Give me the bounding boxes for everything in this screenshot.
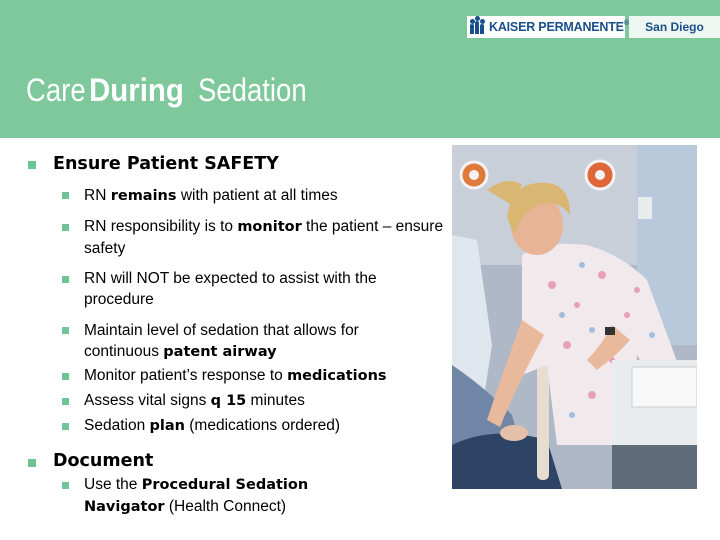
emphasis-text: patent airway xyxy=(163,344,277,360)
body-text: minutes xyxy=(246,392,305,409)
list-item xyxy=(84,474,384,518)
bullet-square-icon xyxy=(62,327,69,334)
body-text: Sedation xyxy=(84,417,150,434)
bullet-square-icon xyxy=(28,459,36,467)
body-text: RN xyxy=(84,187,111,204)
list-item xyxy=(84,216,446,259)
list-item xyxy=(84,390,444,412)
kaiser-permanente-logo xyxy=(467,16,629,38)
slide-title xyxy=(26,72,325,109)
section-heading-document: Document xyxy=(53,451,154,471)
list-item xyxy=(84,268,434,310)
bullet-square-icon xyxy=(62,423,69,430)
people-logo-icon xyxy=(470,21,485,34)
emphasis-text: remains xyxy=(110,188,177,204)
list-item xyxy=(84,365,449,387)
location-badge xyxy=(629,16,720,38)
body-text: with patient at all times xyxy=(176,187,338,204)
bullet-square-icon xyxy=(62,373,69,380)
emphasis-text: q 15 xyxy=(210,393,247,409)
bullet-square-icon xyxy=(28,161,36,169)
title-emphasis: During xyxy=(89,72,185,108)
title-part-1: Care xyxy=(26,72,86,108)
list-item xyxy=(84,415,444,437)
bullet-square-icon xyxy=(62,224,69,231)
body-text: Maintain level of sedation that allows for continuous xyxy=(84,322,359,360)
emphasis-text: monitor xyxy=(237,219,302,235)
section-heading-safety: Ensure Patient SAFETY xyxy=(53,154,279,174)
emphasis-text: plan xyxy=(149,418,185,434)
body-text: Assess vital signs xyxy=(84,392,211,409)
body-text: Monitor patient’s response to xyxy=(84,367,288,384)
title-part-3: Sedation xyxy=(198,72,308,108)
bullet-square-icon xyxy=(62,482,69,489)
body-text: RN will NOT be expected to assist with the procedure xyxy=(84,270,377,308)
list-item xyxy=(84,320,424,363)
bullet-square-icon xyxy=(62,192,69,199)
emphasis-text: medications xyxy=(287,368,387,384)
body-text: Use the xyxy=(84,476,142,493)
header-band xyxy=(0,0,720,138)
body-text: the patient – ensure safety xyxy=(84,218,444,257)
emphasis-text: Procedural Sedation Navigator xyxy=(84,477,309,515)
bullet-square-icon xyxy=(62,398,69,405)
nurse-photo xyxy=(452,145,697,489)
location-label: San Diego xyxy=(645,20,704,34)
body-text: (Health Connect) xyxy=(164,498,287,515)
logo-text: KAISER PERMANENTE® xyxy=(489,20,629,34)
list-item xyxy=(84,185,444,207)
bullet-square-icon xyxy=(62,276,69,283)
body-text: (medications ordered) xyxy=(184,417,341,434)
body-text: RN responsibility is to xyxy=(84,218,238,235)
